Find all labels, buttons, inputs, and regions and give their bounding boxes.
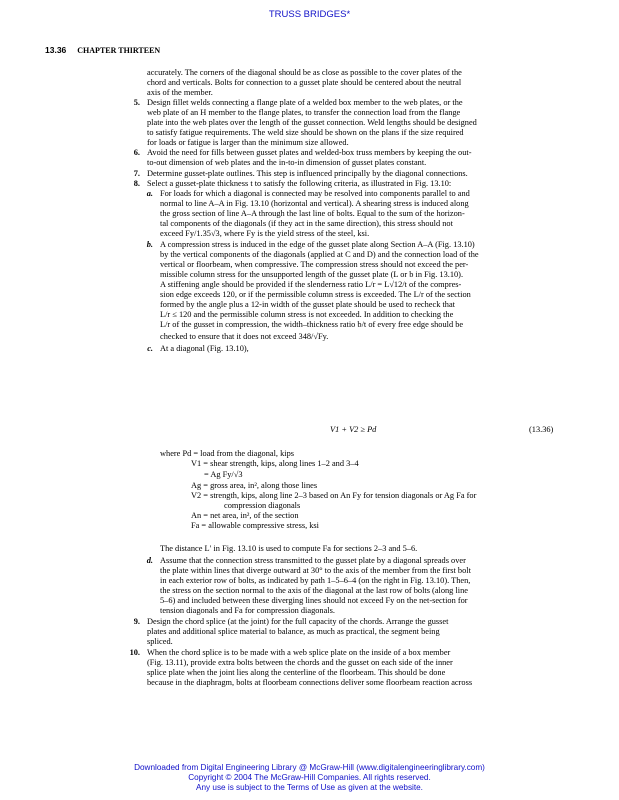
- list-label: b.: [146, 240, 153, 249]
- text-line: L/r of the gusset in compression, the width–thickness ratio b/t of every free edge should be: [160, 320, 464, 329]
- text-line: accurately. The corners of the diagonal should be as close as possible to the cover plates of the: [147, 68, 462, 77]
- text-line: plate into the web plates over the length of the gusset connection. Weld lengths should be designed: [147, 118, 477, 127]
- text-line: For loads for which a diagonal is connected may be resolved into components parallel to and: [160, 189, 470, 198]
- running-head: [45, 45, 160, 55]
- list-label: c.: [147, 344, 153, 353]
- definition-line: = Ag Fy/√3: [204, 470, 243, 479]
- text-line: chord and verticals. Bolts for connection to a gusset plate should be centered about the neutral: [147, 78, 462, 87]
- text-line: Select a gusset-plate thickness t to satisfy the following criteria, as illustrated in Fig. 13.10:: [147, 179, 452, 188]
- text-line: tension diagonals and Fa for compression diagonals.: [160, 606, 335, 615]
- list-label: 7.: [133, 169, 140, 178]
- definition-line: V1 = shear strength, kips, along lines 1–2 and 3–4: [191, 459, 359, 468]
- text-line: normal to line A–A in Fig. 13.10 (horizontal and vertical). A shearing stress is induced along: [160, 199, 469, 208]
- text-line: The distance L′ in Fig. 13.10 is used to compute Fa for sections 2–3 and 5–6.: [160, 544, 418, 553]
- text-line: A compression stress is induced in the edge of the gusset plate along Section A–A (Fig. 13.10): [160, 240, 475, 249]
- text-line: because in the diaphragm, bolts at floorbeam connections deliver some floorbeam reaction across: [147, 678, 473, 687]
- text-line: axis of the member.: [147, 88, 213, 97]
- text-line: spliced.: [147, 637, 173, 646]
- text-line: exceed Fy/1.35√3, where Fy is the yield stress of the steel, ksi.: [160, 229, 370, 238]
- text-line: the plate within lines that diverge outward at 30° to the axis of the member from the first bolt: [160, 566, 471, 575]
- chapter-title: CHAPTER THIRTEEN: [77, 46, 161, 55]
- list-label: 10.: [129, 648, 140, 657]
- document-title-banner: TRUSS BRIDGES*: [268, 9, 351, 20]
- text-line: 5–6) and included between these diverging lines should not exceed Fy on the net-section for: [160, 596, 468, 605]
- text-line: to-out dimension of web plates and the in-to-in dimension of gusset plates constant.: [147, 158, 427, 167]
- definition-line: Fa = allowable compressive stress, ksi: [191, 521, 319, 530]
- text-line: plates and additional splice material to balance, as much as practical, the segment being: [147, 627, 440, 636]
- text-line: checked to ensure that it does not exceed 348/√Fy.: [160, 332, 329, 341]
- text-line: missible column stress for the unsupported length of the gusset plate (L or b in Fig. 13.10).: [160, 270, 464, 279]
- text-line: A stiffening angle should be provided if the slenderness ratio L/r = L√12/t of the compres-: [160, 280, 462, 289]
- list-label: a.: [146, 189, 153, 198]
- text-line: by the vertical components of the diagonals (applied at C and D) and the connection load of the: [160, 250, 479, 259]
- text-line: the stress on the section normal to the axis of the diagonal at the last row of bolts (along line: [160, 586, 468, 595]
- text-line: web plate of an H member to the flange plates, to transfer the connection load from the flange: [147, 108, 461, 117]
- definition-line: Ag = gross area, in², along those lines: [191, 481, 318, 490]
- footer-copyright: Copyright © 2004 The McGraw-Hill Companies. All rights reserved.: [188, 773, 431, 782]
- text-line: tal components of the diagonals (if they act in the same direction), this stress should not: [160, 219, 453, 228]
- definition-line: An = net area, in², of the section: [191, 511, 299, 520]
- text-line: Assume that the connection stress transmitted to the gusset plate by a diagonal spreads over: [160, 556, 466, 565]
- footer-download-link[interactable]: Downloaded from Digital Engineering Library @ McGraw-Hill (www.digitalengineeringlibrary.com): [134, 763, 485, 772]
- text-line: When the chord splice is to be made with a web splice plate on the inside of a box member: [147, 648, 451, 657]
- list-label: d.: [146, 556, 153, 565]
- equation-number: (13.36): [529, 425, 554, 434]
- list-label: 9.: [133, 617, 140, 626]
- equation: V1 + V2 ≥ Pd: [330, 425, 377, 434]
- footer-terms-link[interactable]: Any use is subject to the Terms of Use as given at the website.: [196, 783, 423, 792]
- text-line: Design fillet welds connecting a flange plate of a welded box member to the web plates, or the: [147, 98, 463, 107]
- page-number: 13.36: [45, 45, 67, 55]
- list-label: 6.: [133, 148, 140, 157]
- text-line: splice plate when the joint lies along the centerline of the floorbeam. This should be done: [147, 668, 446, 677]
- text-line: (Fig. 13.11), provide extra bolts between the chords and the gusset on each side of the inner: [147, 658, 453, 667]
- text-line: At a diagonal (Fig. 13.10),: [160, 344, 249, 353]
- text-line: formed by the angle plus a 12-in width of the gusset plate should be used to recheck that: [160, 300, 455, 309]
- list-label: 5.: [133, 98, 140, 107]
- text-line: in each exterior row of bolts, as indicated by path 1–5–6–4 (on the right in Fig. 13.10). Then,: [160, 576, 471, 585]
- text-line: Design the chord splice (at the joint) for the full capacity of the chords. Arrange the gusset: [147, 617, 449, 626]
- text-line: Avoid the need for fills between gusset plates and welded-box truss members by keeping the out-: [147, 148, 472, 157]
- definition-line: V2 = strength, kips, along line 2–3 based on An Fy for tension diagonals or Ag Fa for: [191, 491, 477, 500]
- text-line: sion edge exceeds 120, or if the permissible column stress is exceeded. The L/r of the section: [160, 290, 471, 299]
- text-line: vertical or floorbeam, when compressive. The compression stress should not exceed the per-: [160, 260, 469, 269]
- text-line: L/r ≤ 120 and the permissible column stress is not exceeded. In addition to checking the: [160, 310, 454, 319]
- list-label: 8.: [133, 179, 140, 188]
- definition-line: where Pd = load from the diagonal, kips: [160, 449, 295, 458]
- text-line: Determine gusset-plate outlines. This step is influenced principally by the diagonal connections.: [147, 169, 468, 178]
- text-line: the gross section of line A–A through the last line of bolts. Equal to the sum of the horizon-: [160, 209, 465, 218]
- text-line: to satisfy fatigue requirements. The weld size should be shown on the plans if the size required: [147, 128, 464, 137]
- text-line: for loads or fatigue is larger than the minimum size allowed.: [147, 138, 349, 147]
- definition-line: compression diagonals: [224, 501, 301, 510]
